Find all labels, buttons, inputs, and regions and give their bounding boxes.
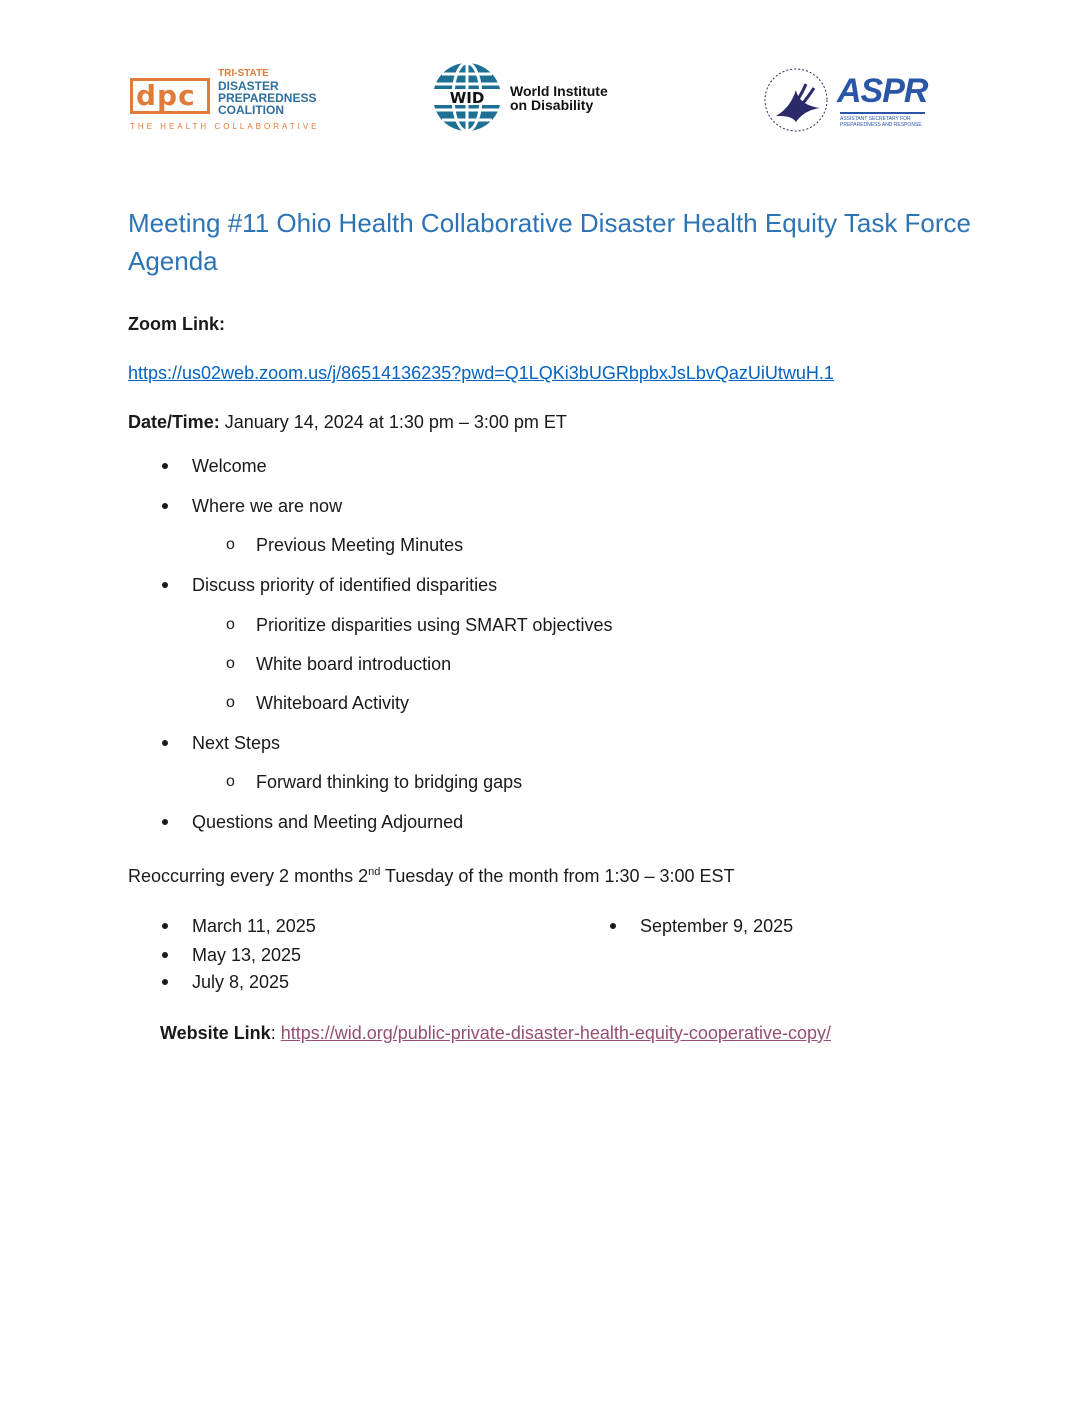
wid-logo-text — [510, 84, 608, 112]
agenda-subitem-prioritize: Prioritize disparities using SMART objectives — [256, 615, 613, 635]
aspr-logo — [762, 66, 927, 134]
wid-logo — [432, 62, 622, 134]
wid-logo-letters: WID — [449, 89, 485, 107]
wid-globe-icon — [432, 62, 502, 132]
agenda-subitem-whiteboard-intro: White board introduction — [256, 654, 452, 674]
recurring-after: Tuesday of the month from 1:30 – 3:00 EST — [380, 866, 735, 886]
dpc-logo — [130, 68, 320, 134]
dpc-logo-line1: DISASTER — [218, 79, 279, 93]
sub-bullet-marker: o — [226, 694, 235, 711]
bullet-dot — [162, 819, 168, 825]
recurring-before: Reoccurring every 2 months 2 — [128, 866, 369, 886]
dpc-logo-letters: dpc — [136, 79, 196, 112]
bullet-dot — [162, 503, 168, 509]
agenda-item-welcome: Welcome — [192, 456, 267, 476]
agenda-item-where: Where we are now — [192, 496, 343, 516]
agenda-subitem-minutes: Previous Meeting Minutes — [256, 535, 464, 555]
sub-bullet-marker: o — [226, 616, 235, 633]
recurring-sup: nd — [368, 866, 381, 878]
agenda-subitem-forward: Forward thinking to bridging gaps — [256, 772, 523, 792]
bullet-dot — [162, 952, 168, 958]
sub-bullet-marker: o — [226, 655, 235, 672]
zoom-link[interactable]: https://us02web.zoom.us/j/86514136235?pwd=Q1LQKi3bUGRbpbxJsLbvQazUiUtwuH.1 — [128, 363, 834, 383]
agenda-item-questions: Questions and Meeting Adjourned — [192, 812, 464, 832]
bullet-dot — [610, 923, 616, 929]
bullet-dot — [162, 979, 168, 985]
datetime-value: January 14, 2024 at 1:30 pm – 3:00 pm ET — [219, 412, 567, 432]
aspr-logo-word: ASPR — [837, 72, 928, 110]
recurring-text — [128, 864, 735, 888]
sub-bullet-marker: o — [226, 536, 235, 553]
datetime — [128, 410, 567, 434]
website-colon: : — [270, 1023, 281, 1043]
date-item: March 11, 2025 — [192, 916, 316, 936]
website-label: Website Link — [160, 1023, 271, 1043]
agenda-subitem-whiteboard-activity: Whiteboard Activity — [256, 693, 410, 713]
website — [160, 1021, 831, 1045]
bullet-dot — [162, 463, 168, 469]
aspr-logo-sub: ASSISTANT SECRETARY FOR PREPAREDNESS AND RESPONSE — [840, 116, 922, 128]
wid-logo-line2: on Disability — [510, 97, 594, 113]
dpc-logo-tri: TRI-STATE — [218, 68, 269, 79]
hhs-seal-icon — [762, 66, 832, 134]
agenda-item-next-steps: Next Steps — [192, 733, 281, 753]
zoom-label: Zoom Link: — [128, 314, 225, 334]
dpc-logo-line3: COALITION — [218, 103, 284, 117]
page-title: Meeting #11 Ohio Health Collaborative Disaster Health Equity Task Force Agenda — [128, 208, 972, 276]
bullet-dot — [162, 740, 168, 746]
sub-bullet-marker: o — [226, 773, 235, 790]
dpc-logo-line2: PREPAREDNESS — [218, 91, 317, 105]
dpc-logo-sub: THE HEALTH COLLABORATIVE — [130, 122, 320, 131]
bullet-dot — [162, 582, 168, 588]
aspr-logo-rule — [840, 112, 925, 114]
wid-logo-line1: World Institute — [510, 83, 608, 99]
agenda-item-discuss: Discuss priority of identified disparities — [192, 575, 498, 595]
website-link[interactable]: https://wid.org/public-private-disaster-health-equity-cooperative-copy/ — [280, 1023, 831, 1043]
dpc-logo-text — [218, 68, 316, 116]
date-item: May 13, 2025 — [192, 945, 302, 965]
date-item: September 9, 2025 — [640, 916, 794, 936]
bullet-dot — [162, 923, 168, 929]
date-item: July 8, 2025 — [192, 972, 290, 992]
datetime-label: Date/Time: — [128, 412, 220, 432]
